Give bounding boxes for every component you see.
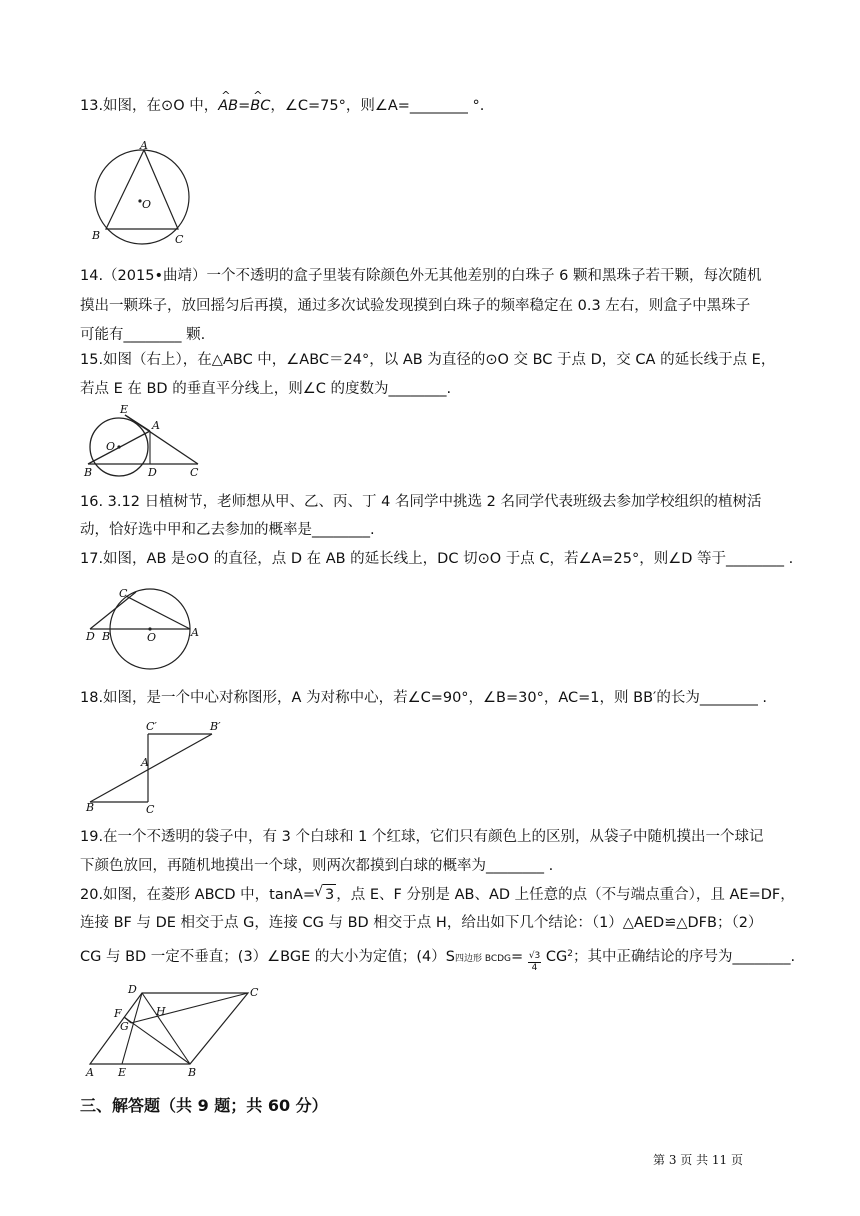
label-b: B [84, 466, 93, 479]
label-c: C [250, 986, 259, 999]
label-a: A [86, 1066, 94, 1079]
figure-17-circle [82, 580, 206, 672]
label-e: E [120, 403, 129, 416]
label-a: A [191, 626, 199, 639]
question-15-line-2: 若点 E 在 BD 的垂直平分线上，则∠C 的度数为________. [80, 381, 452, 397]
question-20-line-1: 20.如图，在菱形 ABCD 中，tanA=√ 3 ，点 E、F 分别是 AB、AD 上任意的点（不与端点重合），且 AE=DF， [80, 884, 795, 905]
arc-bc: ^ BC [250, 96, 270, 116]
question-19-line-2: 下颜色放回，再随机地摸出一个球，则两次都摸到白球的概率为________ . [80, 858, 554, 874]
label-b: B [102, 630, 111, 643]
question-18: 18.如图，是一个中心对称图形，A 为对称中心，若∠C=90°，∠B=30°，AC=1，则 BB′的长为________ . [80, 690, 768, 706]
label-h: H [156, 1005, 166, 1018]
figure-15-circle [78, 398, 206, 480]
label-e: E [118, 1066, 127, 1079]
question-15-line-1: 15.如图（右上），在△ABC 中，∠ABC＝24°，以 AB 为直径的⊙O 交 BC 于点 D，交 CA 的延长线于点 E， [80, 352, 776, 368]
label-c-prime: C′ [146, 720, 157, 733]
section-heading: 三、解答题（共 9 题；共 60 分） [80, 1096, 328, 1115]
label-b-prime: B′ [210, 720, 221, 733]
question-14-line-1: 14.（2015•曲靖）一个不透明的盒子里装有除颜色外无其他差别的白珠子 6 颗和黑珠子若干颗，每次随机 [80, 268, 762, 284]
label-a: A [140, 139, 148, 152]
label-d: D [148, 466, 157, 479]
question-17: 17.如图，AB 是⊙O 的直径，点 D 在 AB 的延长线上，DC 切⊙O 于点 C，若∠A=25°，则∠D 等于________ . [80, 551, 794, 567]
arc-ab: ^ AB [218, 96, 238, 116]
label-d: D [128, 983, 137, 996]
label-a: A [141, 756, 149, 769]
label-b: B [188, 1066, 197, 1079]
fraction-sqrt3-over-4: $\frac{√3}{4}$ [528, 951, 541, 973]
figure-20-rhombus [84, 980, 264, 1080]
label-o: O [142, 198, 152, 211]
question-16-line-1: 16. 3.12 日植树节，老师想从甲、乙、丙、丁 4 名同学中挑选 2 名同学代表班级去参加学校组织的植树活 [80, 494, 762, 510]
label-b: B [86, 801, 95, 814]
figure-13-circle [86, 138, 198, 250]
question-13: 13.如图，在⊙O 中，^ AB=^ BC，∠C=75°，则∠A=________ °. [80, 96, 484, 116]
label-c: C [175, 233, 184, 246]
label-o: O [106, 440, 116, 453]
figure-18-symmetric [84, 718, 230, 816]
label-c: C [146, 803, 155, 816]
page-footer: 第 3 页 共 11 页 [653, 1153, 743, 1167]
question-16-line-2: 动，恰好选中甲和乙去参加的概率是________. [80, 522, 375, 538]
question-20-line-3: CG 与 BD 一定不垂直；(3）∠BGE 的大小为定值；(4）S四边形 BCDG= $\frac{√3}{4}$ $CG^2$；其中正确结论的序号为________. [80, 949, 796, 973]
question-20-line-2: 连接 BF 与 DE 相交于点 G，连接 CG 与 BD 相交于点 H，给出如下几个结论：（1）△AED≌△DFB；（2） [80, 915, 763, 931]
label-d: D [86, 630, 95, 643]
question-14-line-3: 可能有________ 颗. [80, 327, 206, 343]
label-c: C [119, 587, 128, 600]
label-b: B [92, 229, 101, 242]
label-o: O [147, 631, 157, 644]
question-19-line-1: 19.在一个不透明的袋子中，有 3 个白球和 1 个红球，它们只有颜色上的区别，从袋子中随机摸出一个球记 [80, 829, 764, 845]
label-a: A [152, 419, 160, 432]
label-f: F [114, 1007, 122, 1020]
label-c: C [190, 466, 199, 479]
label-g: G [120, 1020, 129, 1033]
sqrt-three: √ 3 [323, 884, 336, 905]
question-14-line-2: 摸出一颗珠子，放回摇匀后再摸，通过多次试验发现摸到白珠子的频率稳定在 0.3 左右，则盒子中黑珠子 [80, 298, 751, 314]
